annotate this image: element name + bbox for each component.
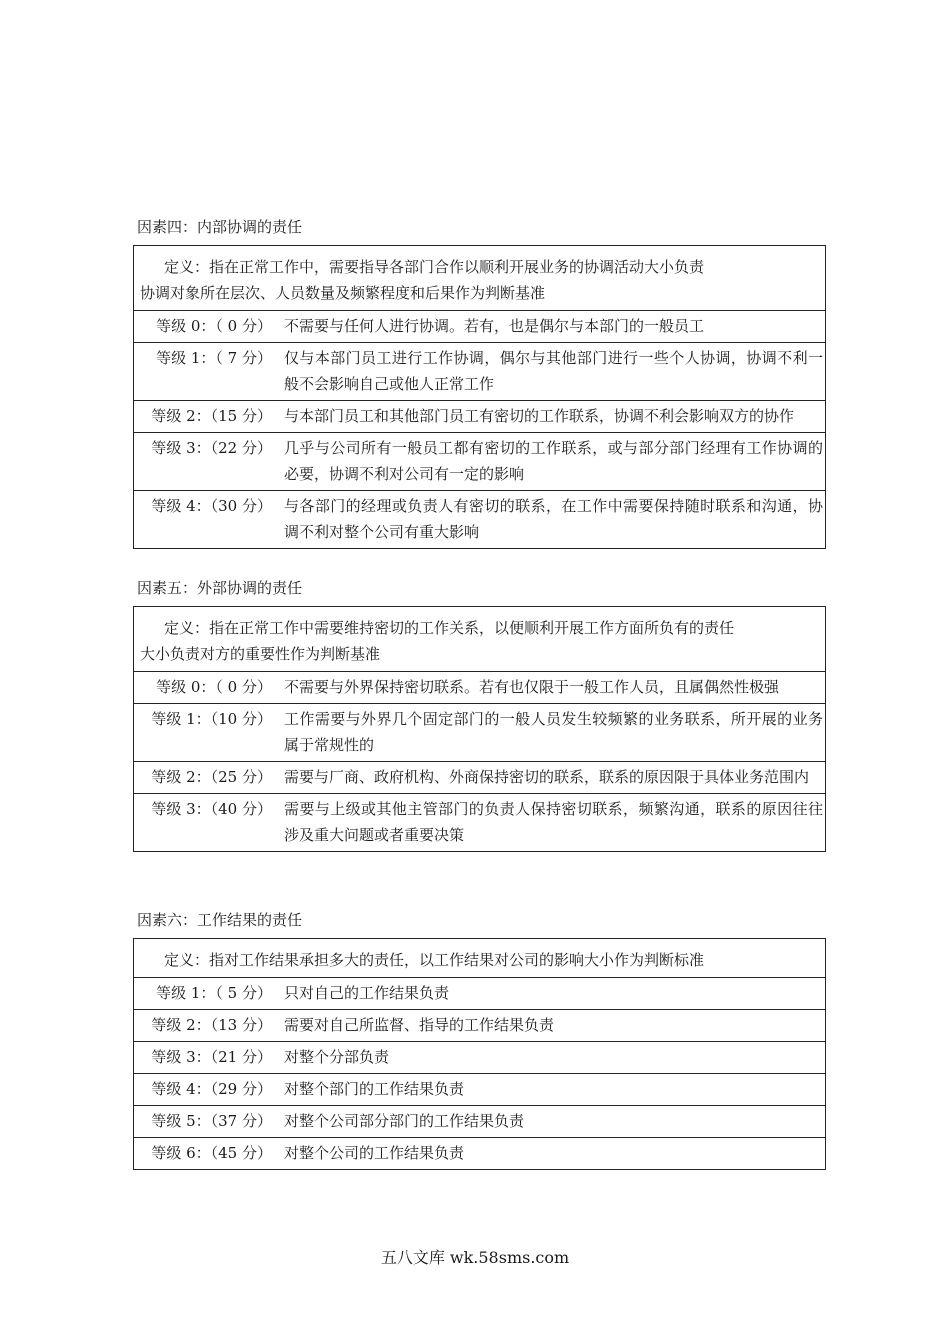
section-title-internal-coordination: 因素四：内部协调的责任 <box>137 218 303 236</box>
level-description: 对整个公司的工作结果负责 <box>284 1144 465 1162</box>
level-description: 工作需要与外界几个固定部门的一般人员发生较频繁的业务联系，所开展的业务属于常规性的 <box>284 710 823 754</box>
level-label: 等级 4：（30 分） <box>151 497 272 515</box>
definition-text-continued: 协调对象所在层次、人员数量及频繁程度和后果作为判断基准 <box>140 284 546 302</box>
definition-text: 定义：指对工作结果承担多大的责任，以工作结果对公司的影响大小作为判断标准 <box>164 951 705 969</box>
level-description: 与本部门员工和其他部门员工有密切的工作联系，协调不利会影响双方的协作 <box>284 407 795 425</box>
level-description: 不需要与外界保持密切联系。若有也仅限于一般工作人员，且属偶然性极强 <box>284 678 780 696</box>
level-description: 需要对自己所监督、指导的工作结果负责 <box>284 1016 555 1034</box>
level-description: 几乎与公司所有一般员工都有密切的工作联系，或与部分部门经理有工作协调的必要，协调不利对公司有一定的影响 <box>284 439 823 483</box>
level-label: 等级 2：（25 分） <box>151 768 272 786</box>
level-row <box>134 311 826 343</box>
level-row <box>134 343 826 401</box>
section-title-external-coordination: 因素五：外部协调的责任 <box>137 579 303 597</box>
level-label: 等级 3：（22 分） <box>151 439 272 457</box>
level-label: 等级 3：（40 分） <box>151 800 272 818</box>
definition-text: 定义：指在正常工作中需要维持密切的工作关系，以便顺利开展工作方面所负有的责任 <box>164 619 735 637</box>
page-footer: 五八文库 wk.58sms.com <box>380 1248 570 1267</box>
level-row <box>134 1010 826 1042</box>
level-row <box>134 704 826 762</box>
level-description: 对整个分部负责 <box>284 1048 390 1066</box>
definition-cell <box>134 246 826 311</box>
level-row <box>134 433 826 491</box>
level-label: 等级 5：（37 分） <box>151 1112 272 1130</box>
level-label: 等级 1：（ 7 分） <box>156 349 272 367</box>
level-label: 等级 1：（ 5 分） <box>156 984 272 1002</box>
level-label: 等级 6：（45 分） <box>151 1144 272 1162</box>
level-row <box>134 1138 826 1170</box>
level-row <box>134 672 826 704</box>
level-description: 需要与上级或其他主管部门的负责人保持密切联系，频繁沟通，联系的原因往往涉及重大问题或者重要决策 <box>284 800 823 844</box>
factor-table-work-results <box>133 938 826 1170</box>
definition-text-continued: 大小负责对方的重要性作为判断基准 <box>140 645 381 663</box>
definition-text: 定义：指在正常工作中，需要指导各部门合作以顺利开展业务的协调活动大小负责 <box>164 258 705 276</box>
section-title-work-results: 因素六：工作结果的责任 <box>137 911 303 929</box>
level-description: 不需要与任何人进行协调。若有，也是偶尔与本部门的一般员工 <box>284 317 705 335</box>
level-label: 等级 4：（29 分） <box>151 1080 272 1098</box>
factor-table-internal-coordination <box>133 245 826 549</box>
level-description: 与各部门的经理或负责人有密切的联系，在工作中需要保持随时联系和沟通，协调不利对整个公司有重大影响 <box>284 497 823 541</box>
level-description: 仅与本部门员工进行工作协调，偶尔与其他部门进行一些个人协调，协调不利一般不会影响自己或他人正常工作 <box>284 349 823 393</box>
definition-cell <box>134 607 826 672</box>
level-label: 等级 0：（ 0 分） <box>156 678 272 696</box>
level-row <box>134 978 826 1010</box>
level-label: 等级 2：（15 分） <box>151 407 272 425</box>
level-label: 等级 2：（13 分） <box>151 1016 272 1034</box>
factor-table-external-coordination <box>133 606 826 852</box>
level-row <box>134 1106 826 1138</box>
level-description: 对整个公司部分部门的工作结果负责 <box>284 1112 525 1130</box>
level-label: 等级 3：（21 分） <box>151 1048 272 1066</box>
level-row <box>134 1074 826 1106</box>
definition-cell <box>134 939 826 978</box>
level-row <box>134 401 826 433</box>
level-description: 对整个部门的工作结果负责 <box>284 1080 465 1098</box>
level-description: 只对自己的工作结果负责 <box>284 984 450 1002</box>
level-row <box>134 491 826 549</box>
level-row <box>134 762 826 794</box>
level-label: 等级 0：（ 0 分） <box>156 317 272 335</box>
level-row <box>134 794 826 852</box>
level-description: 需要与厂商、政府机构、外商保持密切的联系，联系的原因限于具体业务范围内 <box>284 768 810 786</box>
level-label: 等级 1：（10 分） <box>151 710 272 728</box>
level-row <box>134 1042 826 1074</box>
